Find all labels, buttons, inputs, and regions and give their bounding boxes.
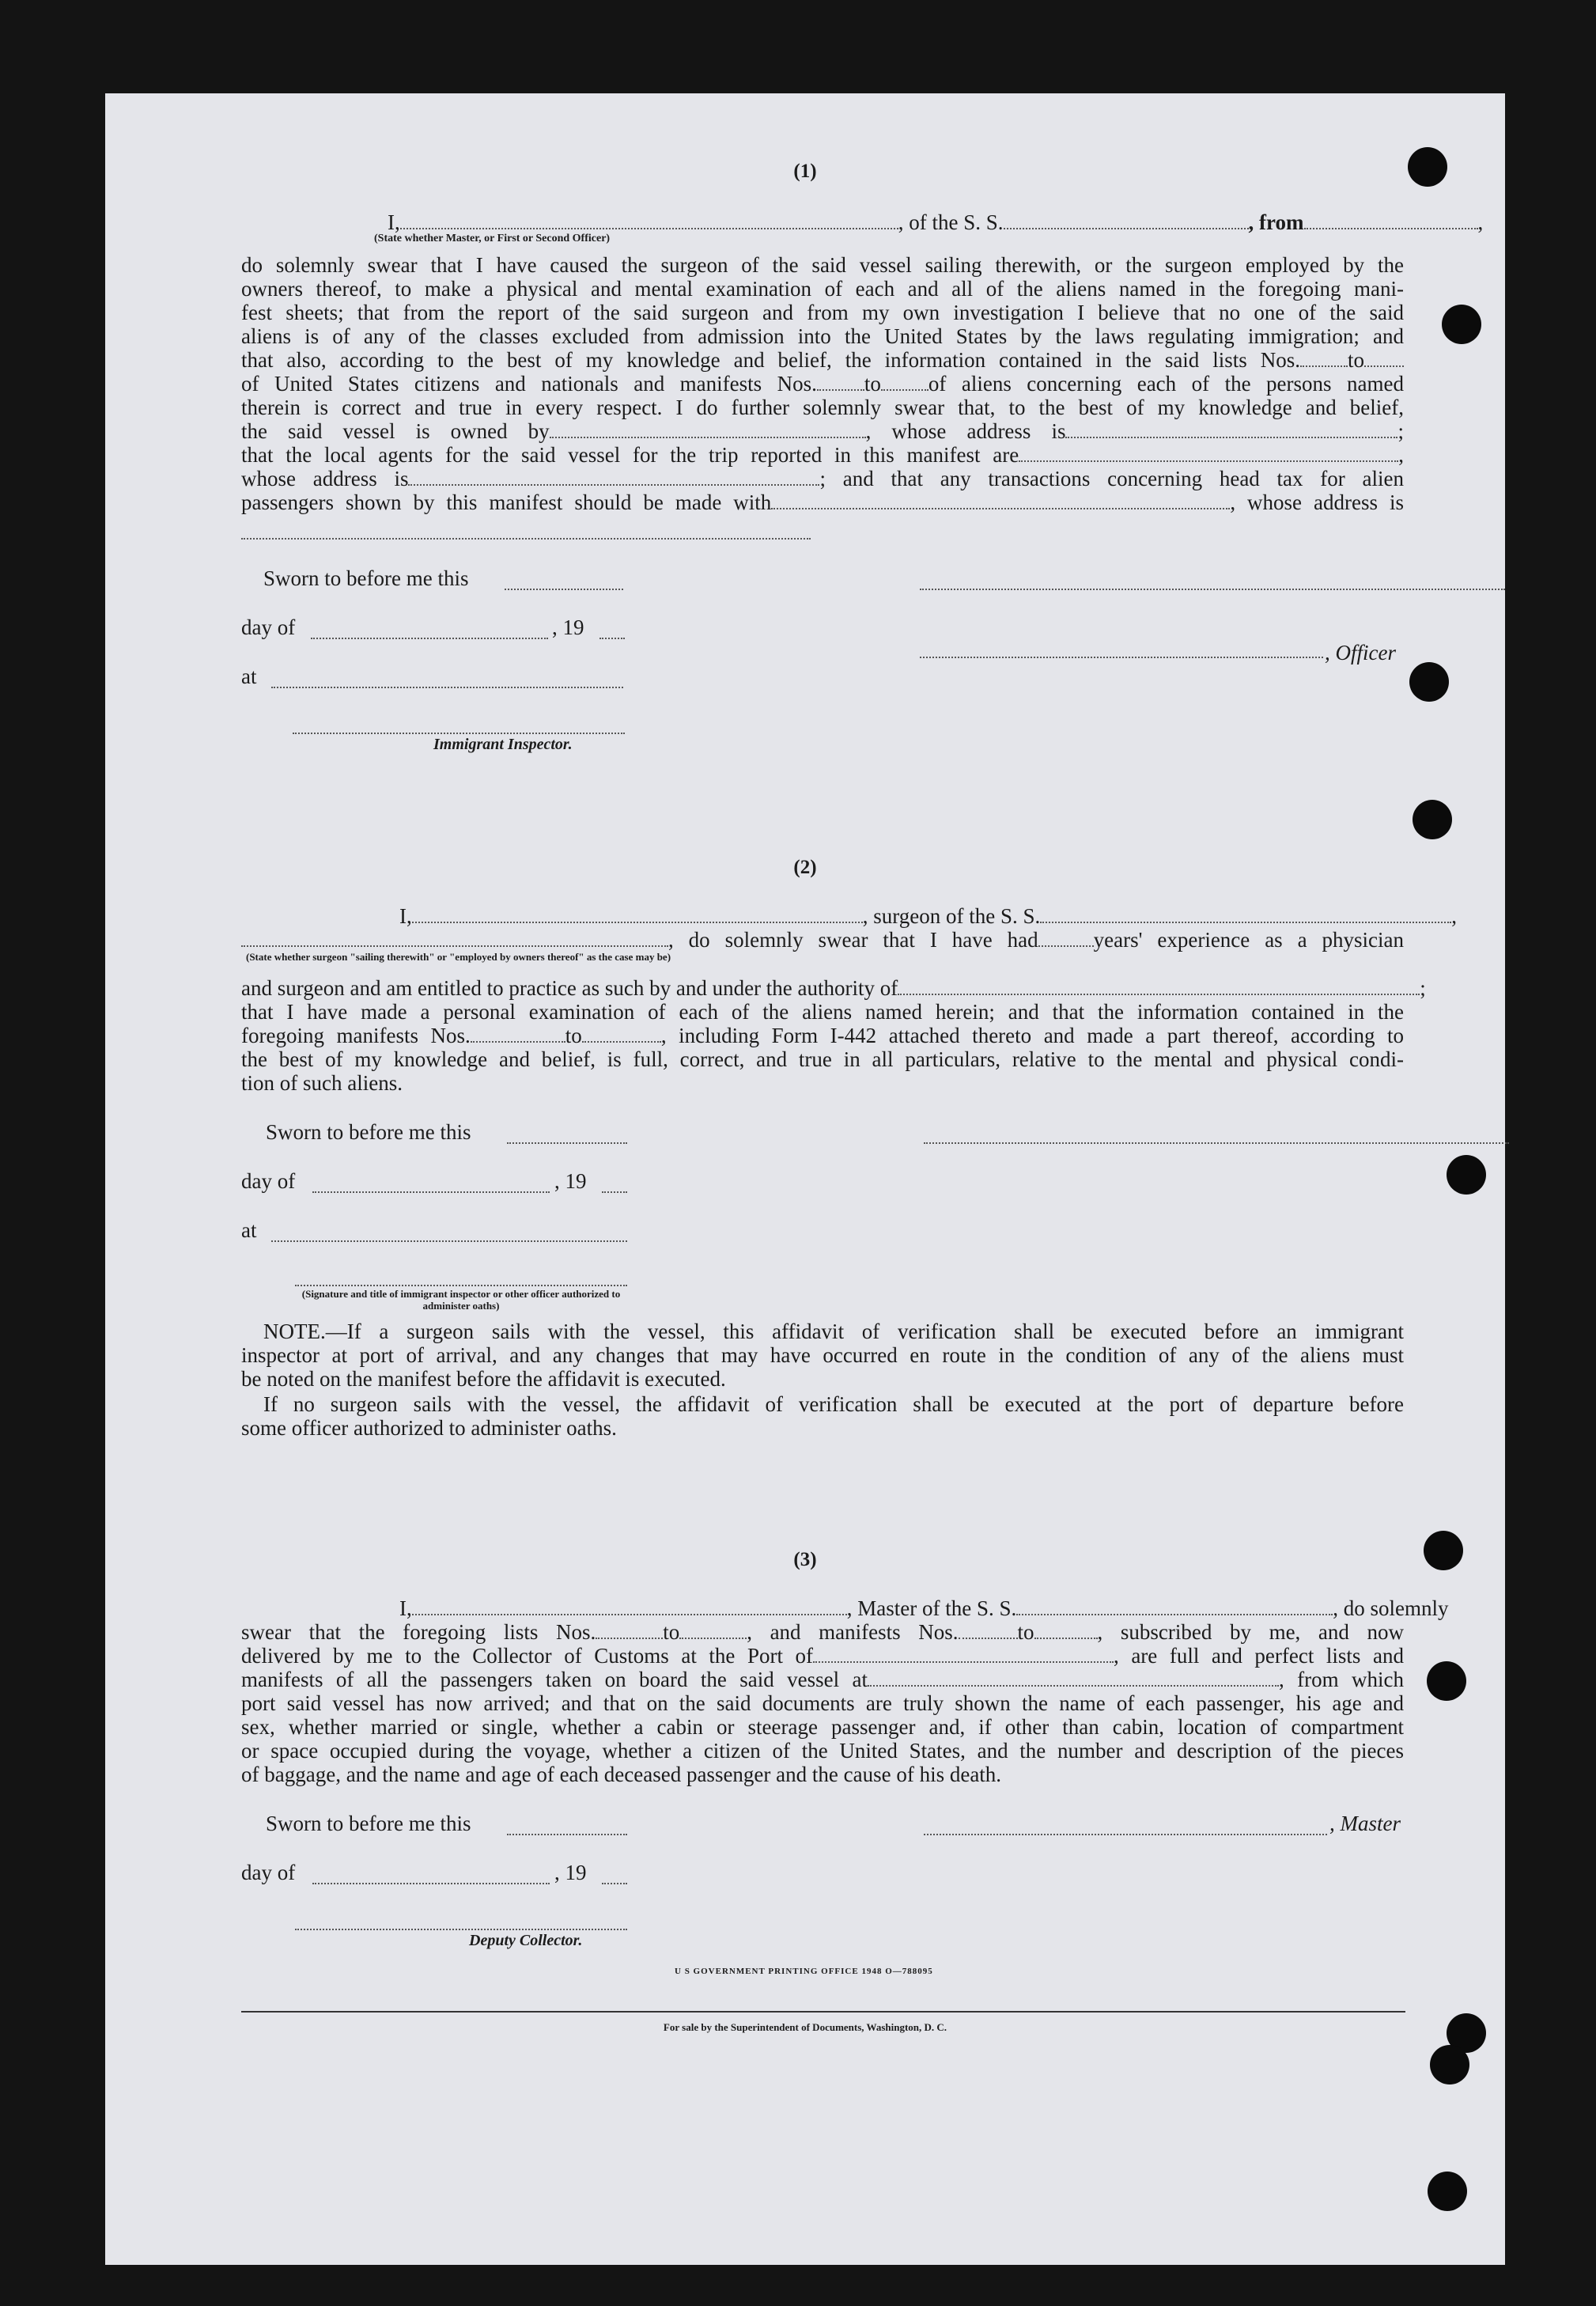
punch-hole bbox=[1427, 1661, 1466, 1701]
s1-year-label: , 19 bbox=[552, 615, 584, 639]
s3-year-label: , 19 bbox=[554, 1861, 587, 1884]
s1-line12: passengers shown by this manifest should be made with , whose address is bbox=[241, 490, 1404, 514]
s1-officer-line bbox=[920, 655, 1323, 658]
s2-note-line: If no surgeon sails with the vessel, the affidavit of verification shall be executed at the port of departure before bbox=[263, 1392, 1404, 1416]
s3-line1: I, , Master of the S. S. , do solemnly bbox=[399, 1596, 1449, 1620]
s2-line7: tion of such aliens. bbox=[241, 1071, 403, 1095]
s3-line2: swear that the foregoing lists Nos. to , and manifests Nos. to , subscribed by me, and now bbox=[241, 1620, 1404, 1644]
punch-hole bbox=[1413, 800, 1452, 839]
s1-day-label: day of bbox=[241, 615, 296, 639]
s1-line8: therein is correct and true in every respect. I do further solemnly swear that, to the best of my knowledge and belief, bbox=[241, 396, 1404, 419]
s2-note-line: inspector at port of arrival, and any changes that may have occurred en route in the condition of any of the aliens must bbox=[241, 1343, 1404, 1367]
s2-at-label: at bbox=[241, 1218, 257, 1242]
s2-signature-caption: (Signature and title of immigrant inspector or other officer authorized to administer oaths) bbox=[301, 1288, 621, 1312]
s2-line6: the best of my knowledge and belief, is full, correct, and true in all particulars, relative to the mental and physical condi- bbox=[241, 1047, 1404, 1071]
s2-year-label: , 19 bbox=[554, 1169, 587, 1193]
s1-line7: of United States citizens and nationals and manifests Nos. to of aliens concerning each of the persons named bbox=[241, 372, 1404, 396]
s3-body-line: port said vessel has now arrived; and that on the said documents are truly shown the name of each passenger, his age and bbox=[241, 1691, 1404, 1715]
s1-at-field bbox=[271, 685, 623, 688]
s2-day-label: day of bbox=[241, 1169, 296, 1193]
s1-year-field bbox=[599, 636, 625, 639]
s3-master-label: , Master bbox=[1329, 1812, 1401, 1835]
s3-sworn-label: Sworn to before me this bbox=[266, 1812, 471, 1835]
printer-imprint: U S GOVERNMENT PRINTING OFFICE 1948 O—788095 bbox=[675, 1967, 933, 1976]
s1-day-field bbox=[311, 636, 548, 639]
s2-at-field bbox=[271, 1239, 627, 1242]
footer-sale-note: For sale by the Superintendent of Documents, Washington, D. C. bbox=[663, 2021, 947, 2033]
s3-line3: delivered by me to the Collector of Customs at the Port of , are full and perfect lists and bbox=[241, 1644, 1404, 1668]
s3-sworn-field bbox=[507, 1832, 627, 1835]
s3-day-label: day of bbox=[241, 1861, 296, 1884]
s2-line4: that I have made a personal examination of each of the aliens named herein; and that the information contained in the bbox=[241, 1000, 1404, 1024]
punch-hole bbox=[1442, 305, 1481, 344]
s1-body-line: owners thereof, to make a physical and mental examination of each and all of the aliens named in the foregoing mani- bbox=[241, 277, 1404, 301]
s3-year-field bbox=[602, 1881, 627, 1884]
s2-day-field bbox=[312, 1190, 550, 1193]
s2-surgeon-note: (State whether surgeon "sailing therewith" or "employed by owners thereof" as the case may be) bbox=[246, 951, 671, 963]
s1-line11: whose address is ; and that any transactions concerning head tax for alien bbox=[241, 467, 1404, 490]
s1-sworn-label: Sworn to before me this bbox=[263, 566, 469, 590]
manifest-back-page bbox=[105, 93, 1505, 2265]
s1-inspector-caption: Immigrant Inspector. bbox=[433, 736, 573, 753]
s2-signature-line bbox=[924, 1141, 1509, 1144]
s1-at-label: at bbox=[241, 665, 257, 688]
punch-hole bbox=[1430, 2045, 1469, 2084]
section-1-number: (1) bbox=[793, 161, 817, 182]
footer-rule bbox=[241, 2011, 1405, 2013]
s1-officer-signature-line bbox=[920, 587, 1505, 590]
s1-line6: that also, according to the best of my knowledge and belief, the information contained in the said lists Nos. to bbox=[241, 348, 1404, 372]
punch-hole bbox=[1424, 1531, 1463, 1570]
punch-hole bbox=[1428, 2172, 1467, 2211]
s1-body-line: aliens is of any of the classes excluded from admission into the United States by the laws regulating immigration; and bbox=[241, 324, 1404, 348]
s3-master-signature-line bbox=[924, 1832, 1327, 1835]
section-3-number: (3) bbox=[793, 1549, 817, 1570]
punch-hole bbox=[1409, 662, 1449, 702]
s1-continuation-line bbox=[241, 536, 811, 540]
s1-body-line: fest sheets; that from the report of the said surgeon and from my own investigation I believe that no one of the said bbox=[241, 301, 1404, 324]
s3-deputy-caption: Deputy Collector. bbox=[469, 1932, 583, 1949]
punch-hole bbox=[1447, 1155, 1486, 1195]
s3-deputy-signature-line bbox=[295, 1927, 627, 1930]
s3-body-line: or space occupied during the voyage, whether a citizen of the United States, and the number and description of the pieces bbox=[241, 1739, 1404, 1763]
s2-inspector-signature-line bbox=[295, 1283, 627, 1286]
s1-sworn-field bbox=[505, 587, 623, 590]
s2-line5: foregoing manifests Nos. to , including Form I-442 attached thereto and made a part thereof, according to bbox=[241, 1024, 1404, 1047]
s2-line1: I, , surgeon of the S. S. , bbox=[399, 904, 1458, 928]
s1-inspector-signature-line bbox=[293, 731, 625, 734]
s1-line9: the said vessel is owned by , whose address is ; bbox=[241, 419, 1404, 443]
punch-hole bbox=[1408, 147, 1447, 187]
s3-line4: manifests of all the passengers taken on board the said vessel at , from which bbox=[241, 1668, 1404, 1691]
section-2-number: (2) bbox=[793, 857, 817, 878]
s1-officer-label: , Officer bbox=[1325, 641, 1396, 665]
s2-note-line: be noted on the manifest before the affidavit is executed. bbox=[241, 1367, 726, 1391]
s1-officer-note: (State whether Master, or First or Second Officer) bbox=[374, 233, 611, 244]
s2-line3: and surgeon and am entitled to practice as such by and under the authority of ; bbox=[241, 976, 1426, 1000]
s3-day-field bbox=[312, 1881, 550, 1884]
s2-sworn-field bbox=[507, 1141, 627, 1144]
s1-line10: that the local agents for the said vessel for the trip reported in this manifest are , bbox=[241, 443, 1404, 467]
s2-sworn-label: Sworn to before me this bbox=[266, 1120, 471, 1144]
s3-body-line: of baggage, and the name and age of each deceased passenger and the cause of his death. bbox=[241, 1763, 1002, 1786]
s1-body-line: do solemnly swear that I have caused the surgeon of the said vessel sailing therewith, or the surgeon employed by the bbox=[241, 253, 1404, 277]
s2-year-field bbox=[602, 1190, 627, 1193]
s1-line1: I, , of the S. S. , from , bbox=[388, 210, 1484, 234]
s3-body-line: sex, whether married or single, whether a cabin or steerage passenger and, if other than cabin, location of compartment bbox=[241, 1715, 1404, 1739]
s2-note-line: some officer authorized to administer oaths. bbox=[241, 1416, 617, 1440]
s2-note-line: NOTE.—If a surgeon sails with the vessel, this affidavit of verification shall be executed before an immigrant bbox=[263, 1320, 1404, 1343]
s2-line2: , do solemnly swear that I have had years' experience as a physician bbox=[241, 928, 1404, 952]
